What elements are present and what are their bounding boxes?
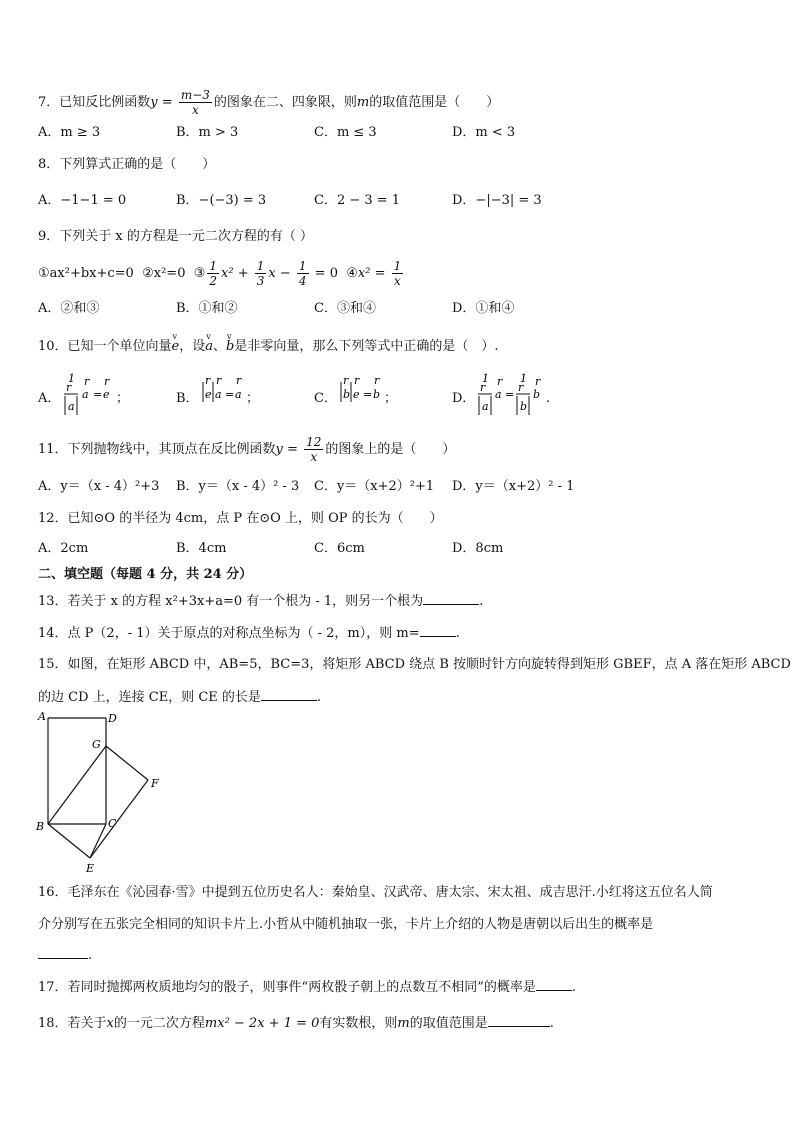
q10-d-frac2-one: 1 [520, 372, 527, 385]
q9-eq3-frac3-den: 4 [298, 274, 307, 288]
q8-option-c[interactable]: C．2 − 3 = 1 [314, 193, 401, 208]
q17-answer-blank[interactable] [536, 978, 572, 991]
question-11 [38, 432, 455, 468]
q9-eq1: ①ax²+bx+c=0 [38, 266, 134, 281]
q7-y: y [150, 95, 158, 110]
q13-text: 13．若关于 x 的方程 x²+3x+a=0 有一个根为 - 1，则另一个根为 [38, 594, 424, 609]
q18-text-3: 有实数根，则 [319, 1016, 398, 1031]
q9-option-b[interactable]: B．①和② [176, 301, 238, 316]
q7-number: 7． [38, 95, 60, 110]
q15-end: . [316, 690, 322, 705]
q10-text-3: 是非零向量，那么下列等式中正确的是（ ）. [234, 339, 499, 354]
question-12: 12．已知⊙O 的半径为 4cm，点 P 在⊙O 上，则 OP 的长为（ ） [38, 511, 443, 526]
q10-d-arrow-4: r [535, 375, 541, 388]
q10-b-equals: = [225, 388, 235, 401]
q12-option-a[interactable]: A．2cm [38, 541, 89, 556]
q17-end: . [571, 980, 576, 995]
edge-GF [106, 746, 148, 780]
q9-equations [38, 256, 405, 292]
q11-option-a[interactable]: A．y＝（x - 4）²+3 [38, 479, 160, 494]
q10-b-arrow-3: r [236, 376, 242, 387]
q9-eq3-frac3-num: 1 [298, 259, 307, 273]
q10-b-vec-a: a [215, 388, 222, 401]
q10-d-equals: = [505, 388, 515, 401]
q11-eq: = [282, 442, 303, 457]
q7-text-2: 的图象在二、四象限，则 [213, 95, 357, 110]
q16-answer-blank[interactable] [38, 946, 88, 959]
q10-d-arrow-1: r [480, 381, 486, 394]
q10-d-frac1-one: 1 [482, 372, 489, 385]
q18-x: x [106, 1016, 114, 1031]
label-A: A [38, 710, 46, 723]
edge-BG [48, 746, 106, 824]
q10-vector-b: v b [226, 332, 235, 354]
q12-option-b[interactable]: B．4cm [176, 541, 227, 556]
q10-c-arrow-1: r [343, 376, 349, 387]
q10-a-frac-one: 1 [68, 372, 75, 385]
q10-option-b-end: ； [246, 391, 260, 406]
q9-eq4-frac-num: 1 [393, 259, 402, 273]
question-16-line-2: 介分别写在五张完全相同的知识卡片上.小哲从中随机抽取一张，卡片上介绍的人物是唐朝以后出生的概率是 [38, 917, 654, 932]
q9-eq4-term: x² = [357, 266, 390, 281]
q11-frac-den: x [310, 450, 318, 464]
question-17 [38, 978, 576, 997]
q10-a: a [205, 339, 214, 354]
question-16-line-3 [38, 946, 92, 965]
label-F: F [151, 777, 159, 790]
q10-d-arrow-3: r [518, 381, 524, 394]
q10-option-d-end: . [546, 391, 551, 406]
question-18 [38, 1014, 554, 1033]
q10-a-arrow-1: r [66, 381, 72, 394]
q10-vector-a: v a [205, 332, 214, 354]
q10-option-d-label[interactable]: D． [452, 391, 476, 406]
q10-c-vec-b: b [343, 388, 351, 401]
q14-text: 14．点 P（2，- 1）关于原点的对称点坐标为（ - 2，m），则 m= [38, 626, 420, 641]
section-2-title: 二、填空题（每题 4 分，共 24 分） [38, 567, 253, 582]
q10-c-arrow-3: r [374, 376, 380, 387]
question-9: 9．下列关于 x 的方程是一元二次方程的有（ ） [38, 229, 313, 244]
q18-answer-blank[interactable] [488, 1014, 550, 1027]
q7-frac-num: m−3 [180, 88, 210, 102]
q7-option-c[interactable]: C．m ≤ 3 [314, 125, 377, 140]
q11-fraction [304, 435, 323, 464]
edge-BE [48, 824, 90, 858]
q18-text: 18．若关于 [38, 1016, 107, 1031]
q7-option-d[interactable]: D．m < 3 [452, 125, 516, 140]
label-E: E [86, 862, 95, 875]
q18-m: m [397, 1016, 410, 1031]
q8-option-b[interactable]: B．−(−3) = 3 [176, 193, 267, 208]
q18-text-4: 的取值范围是 [409, 1016, 488, 1031]
question-16-line-1: 16．毛泽东在《沁园春·雪》中提到五位历史名人：秦始皇、汉武帝、唐太宗、宋太祖、成吉思汗.小红将这五位名人简 [38, 885, 713, 900]
q10-a-arrow-3: r [104, 375, 110, 388]
q18-equation: mx² − 2x + 1 = 0 [204, 1016, 320, 1031]
q9-eq3-frac1-den: 2 [209, 274, 218, 288]
q11-frac-num: 12 [306, 435, 322, 449]
q9-eq3-frac2-num: 1 [256, 259, 265, 273]
q18-end: . [549, 1016, 554, 1031]
question-8: 8．下列算式正确的是（ ） [38, 157, 216, 172]
q10-option-d-formula [476, 370, 556, 418]
q15-answer-blank[interactable] [261, 688, 317, 701]
q10-b-vec-a-2: a [235, 388, 242, 401]
question-7 [38, 88, 499, 117]
q13-end: . [479, 594, 484, 609]
q10-option-a-label[interactable]: A． [38, 391, 61, 406]
question-13 [38, 592, 483, 611]
q7-m: m [356, 95, 370, 110]
q9-eq3-term1: x² + [221, 266, 253, 281]
q9-eq4-frac [392, 259, 404, 288]
q10-option-a-end: ； [116, 391, 130, 406]
q15-figure [34, 708, 164, 878]
q10-d-arrow-2: r [497, 375, 503, 388]
q10-sep: 、 [213, 339, 227, 354]
q8-option-d[interactable]: D．−|−3| = 3 [452, 193, 542, 208]
label-B: B [36, 820, 45, 833]
q18-text-2: 的一元二次方程 [113, 1016, 205, 1031]
q9-option-c[interactable]: C．③和④ [314, 301, 376, 316]
q12-option-d[interactable]: D．8cm [452, 541, 504, 556]
q7-option-b[interactable]: B．m > 3 [176, 125, 239, 140]
q10-c-arrow-2: r [354, 376, 360, 387]
q9-option-a[interactable]: A．②和③ [38, 301, 100, 316]
label-C: C [108, 817, 117, 830]
q9-eq3-frac3 [297, 259, 309, 288]
q12-option-c[interactable]: C．6cm [314, 541, 365, 556]
question-15-line-2 [38, 688, 321, 707]
q10-e: e [171, 339, 180, 354]
q10-a-frac-a: a [68, 400, 75, 413]
q10-c-equals: = [363, 388, 373, 401]
q7-fraction [179, 88, 212, 117]
q11-option-c[interactable]: C．y＝（x+2）²+1 [314, 479, 435, 494]
q10-option-b-label[interactable]: B． [176, 391, 199, 406]
q10-b-vec-e: e [205, 388, 212, 401]
q9-eq3-frac2-den: 3 [256, 274, 265, 288]
q10-text-2: ，设 [179, 339, 206, 354]
q7-option-a[interactable]: A．m ≥ 3 [38, 125, 101, 140]
q10-c-vec-b-2: b [373, 388, 381, 401]
q15-text: 的边 CD 上，连接 CE，则 CE 的长是 [38, 690, 261, 705]
q16-end: . [88, 948, 93, 963]
q10-option-c-label[interactable]: C． [314, 391, 337, 406]
q8-option-a[interactable]: A．−1−1 = 0 [38, 193, 127, 208]
q14-end: . [455, 626, 460, 641]
q10-b: b [226, 339, 235, 354]
q7-frac-den: x [191, 103, 199, 117]
q7-text: 已知反比例函数 [59, 95, 151, 110]
q10-a-arrow-2: r [84, 375, 90, 388]
q10-a-vec-a: a [82, 388, 89, 401]
label-G: G [92, 738, 101, 751]
edge-FE [90, 780, 148, 858]
q10-vector-e: v e [171, 332, 180, 354]
q10-b-arrow-2: r [216, 376, 222, 387]
q9-eq4-frac-den: x [394, 274, 401, 288]
question-10 [38, 332, 499, 356]
q10-d-vec-b: b [533, 388, 541, 401]
q9-eq4-label: ④ [346, 266, 358, 281]
q10-d-vec-a: a [495, 388, 502, 401]
q13-answer-blank[interactable] [423, 592, 479, 605]
q10-option-c-end: ； [384, 391, 398, 406]
q10-d-frac1-a: a [482, 400, 489, 413]
q11-option-d[interactable]: D．y＝（x+2）² - 1 [452, 479, 575, 494]
q11-text-2: 的图象上的是（ ） [325, 442, 456, 457]
q7-text-3: 的取值范围是（ ） [369, 95, 500, 110]
q10-a-equals: = [93, 388, 103, 401]
q17-text: 17．若同时抛掷两枚质地均匀的骰子，则事件“两枚骰子朝上的点数互不相同”的概率是 [38, 980, 536, 995]
q10-text: 10．已知一个单位向量 [38, 339, 172, 354]
edge-CE [90, 824, 106, 858]
q9-eq2: ②x²=0 [142, 266, 186, 281]
q9-eq3-label: ③ [193, 266, 206, 281]
q11-option-b[interactable]: B．y＝（x - 4）² - 3 [176, 479, 300, 494]
q7-eq: = [157, 95, 177, 110]
q9-eq3-frac1 [207, 259, 219, 288]
question-15-line-1: 15．如图，在矩形 ABCD 中，AB=5，BC=3，将矩形 ABCD 绕点 B 按顺时针方向旋转得到矩形 GBEF，点 A 落在矩形 ABCD [38, 657, 791, 672]
question-14 [38, 624, 460, 643]
q9-option-d[interactable]: D．①和④ [452, 301, 515, 316]
q10-d-frac2-b: b [520, 400, 528, 413]
q11-text: 11．下列抛物线中，其顶点在反比例函数 [38, 442, 276, 457]
q11-y: y [275, 442, 283, 457]
q10-b-arrow-1: r [205, 376, 211, 387]
label-D: D [108, 712, 117, 725]
q10-a-vec-e: e [103, 388, 110, 401]
q14-answer-blank[interactable] [420, 624, 456, 637]
q9-eq3-frac1-num: 1 [209, 259, 218, 273]
q9-eq3-end: = 0 [310, 266, 338, 281]
q10-c-vec-e: e [353, 388, 360, 401]
q9-eq3-term2: x − [268, 266, 295, 281]
q9-eq3-frac2 [255, 259, 267, 288]
